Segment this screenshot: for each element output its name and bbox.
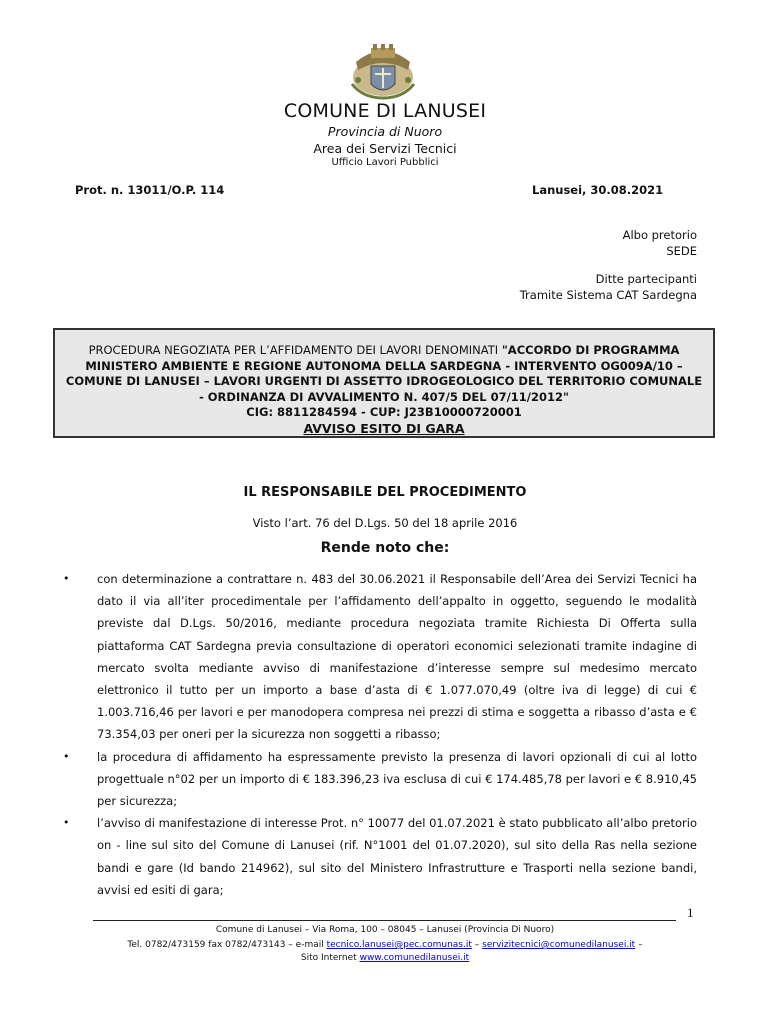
list-item-text: con determinazione a contrattare n. 483 del 30.06.2021 il Responsabile dell’Area dei Servizi Tecnici ha dato il via all’iter procedimentale per l’affidamento dell’appalto in oggetto, seguendo le modalità previste dal D.Lgs. 50/2016, mediante procedura negoziata tramite Richiesta Di Offerta sulla piattaforma CAT Sardegna previa consultazione di operatori economici selezionati tramite indagine di mercato svolta mediante avviso di manifestazione d’interesse sempre sul medesimo mercato elettronico il tutto per un importo a base d’asta di € 1.077.070,49 (oltre iva di legge) di cui € 1.003.716,46 per lavori e per manodopera compresa nei prezzi di stima e soggetta a ribasso d’asta e € 73.354,03 per oneri per la sicurezza non soggetti a ribasso; <box>97 572 697 742</box>
bullet-icon: • <box>63 816 70 830</box>
notice-title: AVVISO ESITO DI GARA <box>303 420 465 436</box>
department-line: Area dei Servizi Tecnici <box>313 141 457 156</box>
list-item <box>63 568 697 746</box>
list-item-text: la procedura di affidamento ha espressamente previsto la presenza di lavori opzionali di cui al lotto progettuale n°02 per un importo di € 183.396,23 iva esclusa di cui € 174.485,78 per lavori e € 8.910,45 per sicurezza; <box>97 749 697 809</box>
footer-divider <box>93 920 676 921</box>
bullet-list <box>63 568 697 901</box>
recipient-name: Ditte partecipanti <box>595 272 697 286</box>
subject-text <box>65 343 703 405</box>
website-label: Sito Internet <box>300 953 360 963</box>
section-heading: IL RESPONSABILE DEL PROCEDIMENTO <box>243 485 527 500</box>
footer-address: Comune di Lanusei – Via Roma, 100 – 08045 – Lanusei (Provincia Di Nuoro) <box>215 925 555 935</box>
subject-intro: PROCEDURA NEGOZIATA PER L’AFFIDAMENTO DEI LAVORI DENOMINATI <box>88 343 502 357</box>
website-link[interactable]: www.comunedilanusei.it <box>359 953 470 963</box>
footer-contacts <box>0 940 770 950</box>
recipient-block <box>520 271 697 303</box>
list-item <box>63 746 697 813</box>
municipal-crest-icon <box>338 44 428 102</box>
list-item <box>63 812 697 901</box>
legal-reference: Visto l’art. 76 del D.Lgs. 50 del 18 aprile 2016 <box>252 516 518 530</box>
bullet-icon: • <box>63 572 70 585</box>
recipient-detail: SEDE <box>666 244 697 258</box>
list-item-text: l’avviso di manifestazione di interesse Prot. n° 10077 del 01.07.2021 è stato pubblicato all’albo pretorio on - line sul sito del Comune di Lanusei (rif. N°1001 del 01.07.2020), sul sito della Ras nella sezione bandi e gare (Id bando 214962), sul sito del Ministero Infrastrutture e Trasporti nella sezione bandi, avvisi ed esiti di gara; <box>97 816 697 897</box>
footer-website <box>0 953 770 963</box>
protocol-number: Prot. n. 13011/O.P. 114 <box>75 183 225 197</box>
footer-suffix: – <box>635 940 643 950</box>
recipient-detail: Tramite Sistema CAT Sardegna <box>519 288 697 302</box>
subject-title: "ACCORDO DI PROGRAMMA MINISTERO AMBIENTE E REGIONE AUTONOMA DELLA SARDEGNA - INTERVENTO OG009A/10 – COMUNE DI LANUSEI – LAVORI URGENTI DI ASSETTO IDROGEOLOGICO DEL TERRITORIO COMUNALE - ORDINANZA DI AVVALIMENTO N. 407/5 DEL 07/11/2012" <box>65 343 703 404</box>
cig-cup-line: CIG: 8811284594 - CUP: J23B10000720001 <box>246 405 522 419</box>
pec-email-link[interactable]: tecnico.lanusei@pec.comunas.it <box>326 940 472 950</box>
announcement-heading: Rende noto che: <box>320 540 450 556</box>
province-line: Provincia di Nuoro <box>327 124 443 139</box>
office-email-link[interactable]: servizitecnici@comunedilanusei.it <box>482 940 636 950</box>
municipality-title: COMUNE DI LANUSEI <box>283 100 487 122</box>
recipient-name: Albo pretorio <box>622 228 697 242</box>
recipient-block <box>623 227 697 259</box>
footer-separator: – <box>471 940 483 950</box>
footer-phone-fax: Tel. 0782/473159 fax 0782/473143 – e-mail <box>127 940 327 950</box>
bullet-icon: • <box>63 749 70 763</box>
page-number: 1 <box>687 905 694 920</box>
subject-box <box>53 328 715 438</box>
document-date: Lanusei, 30.08.2021 <box>532 183 664 197</box>
office-line: Ufficio Lavori Pubblici <box>331 157 439 168</box>
